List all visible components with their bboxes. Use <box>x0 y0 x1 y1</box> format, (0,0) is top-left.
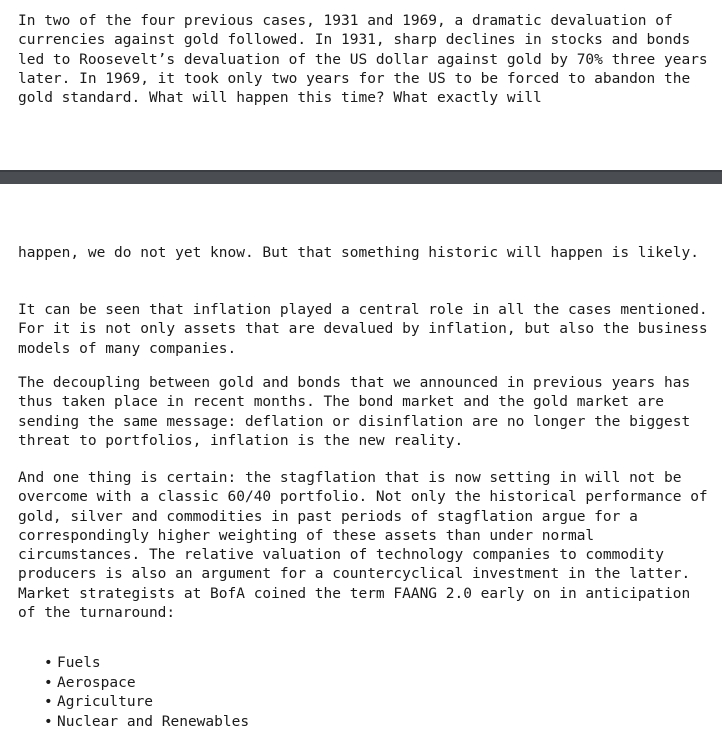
bullet-icon: • <box>44 713 53 732</box>
paragraph-stagflation: And one thing is certain: the stagflation that is now setting in will not be overcome with a classic 60/40 portfolio. Not only the historical performance of gold, silver and commodities in past periods of stagflation argue for a correspondingly higher weighting of these assets than under normal circumstances. The relative valuation of technology companies to commodity producers is also an argument for a countercyclical investment in the latter. Market strategists at BofA coined the term FAANG 2.0 early on in anticipation of the turnaround: <box>18 469 708 623</box>
list-item <box>44 693 249 713</box>
bullet-icon: • <box>44 693 53 713</box>
paragraph-gold-devaluation: In two of the four previous cases, 1931 and 1969, a dramatic devaluation of currencies against gold followed. In 1931, sharp declines in stocks and bonds led to Roosevelt’s devaluation of the US dollar against gold by 70% three years later. In 1969, it took only two years for the US to be forced to abandon the gold standard. What will happen this time? What exactly will <box>18 12 708 108</box>
paragraph-inflation: It can be seen that inflation played a central role in all the cases mentioned. For it is not only assets that are devalued by inflation, but also the business models of many companies. <box>18 301 708 359</box>
paragraph-decoupling: The decoupling between gold and bonds that we announced in previous years has thus taken place in recent months. The bond market and the gold market are sending the same message: deflation or disinflation are no longer the biggest threat to portfolios, inflation is the new reality. <box>18 374 708 451</box>
document-page-top <box>0 0 722 170</box>
paragraph-continued: happen, we do not yet know. But that something historic will happen is likely. <box>18 244 708 263</box>
document-page-bottom <box>0 184 722 729</box>
list-item <box>44 713 249 732</box>
faang-2-list <box>44 654 249 732</box>
list-item-label: Agriculture <box>57 694 153 710</box>
list-item-label: Fuels <box>57 655 101 671</box>
bullet-icon: • <box>44 674 53 694</box>
list-item-label: Aerospace <box>57 675 136 691</box>
list-item-label: Nuclear and Renewables <box>57 714 249 730</box>
bullet-icon: • <box>44 654 53 674</box>
list-item <box>44 654 249 674</box>
list-item <box>44 674 249 694</box>
page-separator <box>0 170 722 184</box>
